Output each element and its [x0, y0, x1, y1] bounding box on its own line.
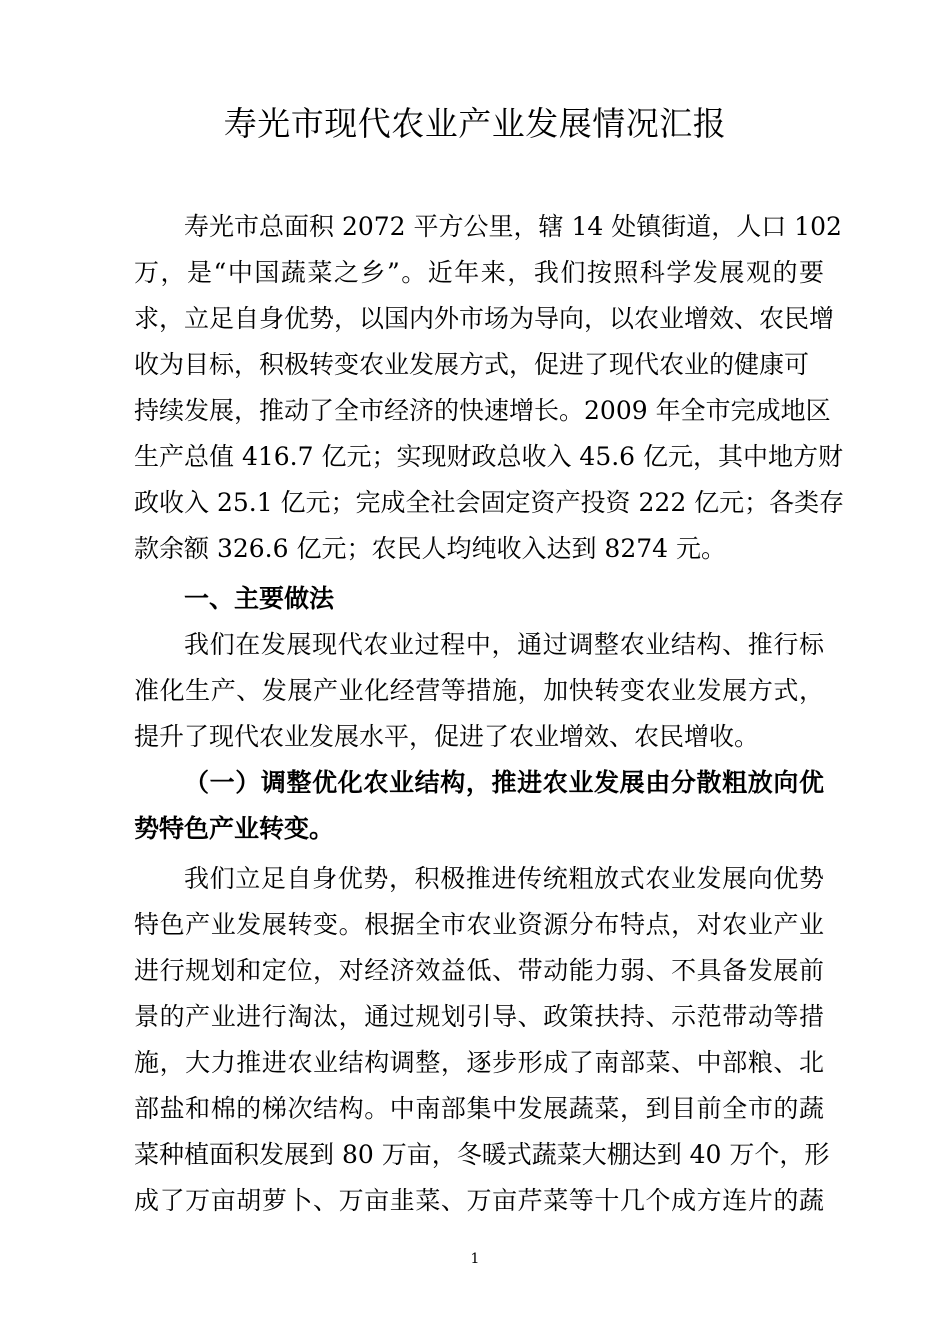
subsection-1-body-line-7: 菜种植面积发展到 80 万亩，冬暖式蔬菜大棚达到 40 万个，形 [134, 1140, 830, 1169]
section-1-line-3: 提升了现代农业发展水平，促进了农业增效、农民增收。 [134, 722, 760, 751]
subsection-1-body-line-5: 施，大力推进农业结构调整，逐步形成了南部菜、中部粮、北 [134, 1048, 824, 1077]
intro-line-1: 寿光市总面积 2072 平方公里，辖 14 处镇街道，人口 102 [184, 212, 842, 241]
subsection-1-body-line-4: 景的产业进行淘汰，通过规划引导、政策扶持、示范带动等措 [134, 1002, 824, 1031]
section-1-line-1: 我们在发展现代农业过程中，通过调整农业结构、推行标 [184, 630, 824, 659]
intro-line-8: 款余额 326.6 亿元；农民人均纯收入达到 8274 元。 [134, 534, 726, 563]
subsection-1-body-line-8: 成了万亩胡萝卜、万亩韭菜、万亩芹菜等十几个成方连片的蔬 [134, 1186, 824, 1215]
intro-line-3: 求，立足自身优势，以国内外市场为导向，以农业增效、农民增 [134, 304, 835, 333]
subsection-1-body-line-3: 进行规划和定位，对经济效益低、带动能力弱、不具备发展前 [134, 956, 824, 985]
section-1-line-2: 准化生产、发展产业化经营等措施，加快转变农业发展方式， [134, 676, 824, 705]
intro-line-6: 生产总值 416.7 亿元；实现财政总收入 45.6 亿元，其中地方财 [134, 442, 844, 471]
intro-line-5: 持续发展，推动了全市经济的快速增长。2009 年全市完成地区 [134, 396, 831, 425]
subsection-1-heading-line-1: （一）调整优化农业结构，推进农业发展由分散粗放向优 [184, 768, 824, 797]
document-title: 寿光市现代农业产业发展情况汇报 [223, 104, 727, 143]
page-number: 1 [470, 1251, 480, 1267]
intro-line-4: 收为目标，积极转变农业发展方式，促进了现代农业的健康可 [134, 350, 810, 379]
intro-line-7: 政收入 25.1 亿元；完成全社会固定资产投资 222 亿元；各类存 [134, 488, 845, 517]
subsection-1-body-line-6: 部盐和棉的梯次结构。中南部集中发展蔬菜，到目前全市的蔬 [134, 1094, 824, 1123]
section-heading-main-practices: 一、主要做法 [184, 584, 335, 613]
subsection-1-body-line-1: 我们立足自身优势，积极推进传统粗放式农业发展向优势 [184, 864, 824, 893]
subsection-1-body-line-2: 特色产业发展转变。根据全市农业资源分布特点，对农业产业 [134, 910, 824, 939]
subsection-1-heading-line-2: 势特色产业转变。 [134, 814, 335, 843]
intro-line-2: 万，是“中国蔬菜之乡”。近年来，我们按照科学发展观的要 [134, 258, 824, 287]
